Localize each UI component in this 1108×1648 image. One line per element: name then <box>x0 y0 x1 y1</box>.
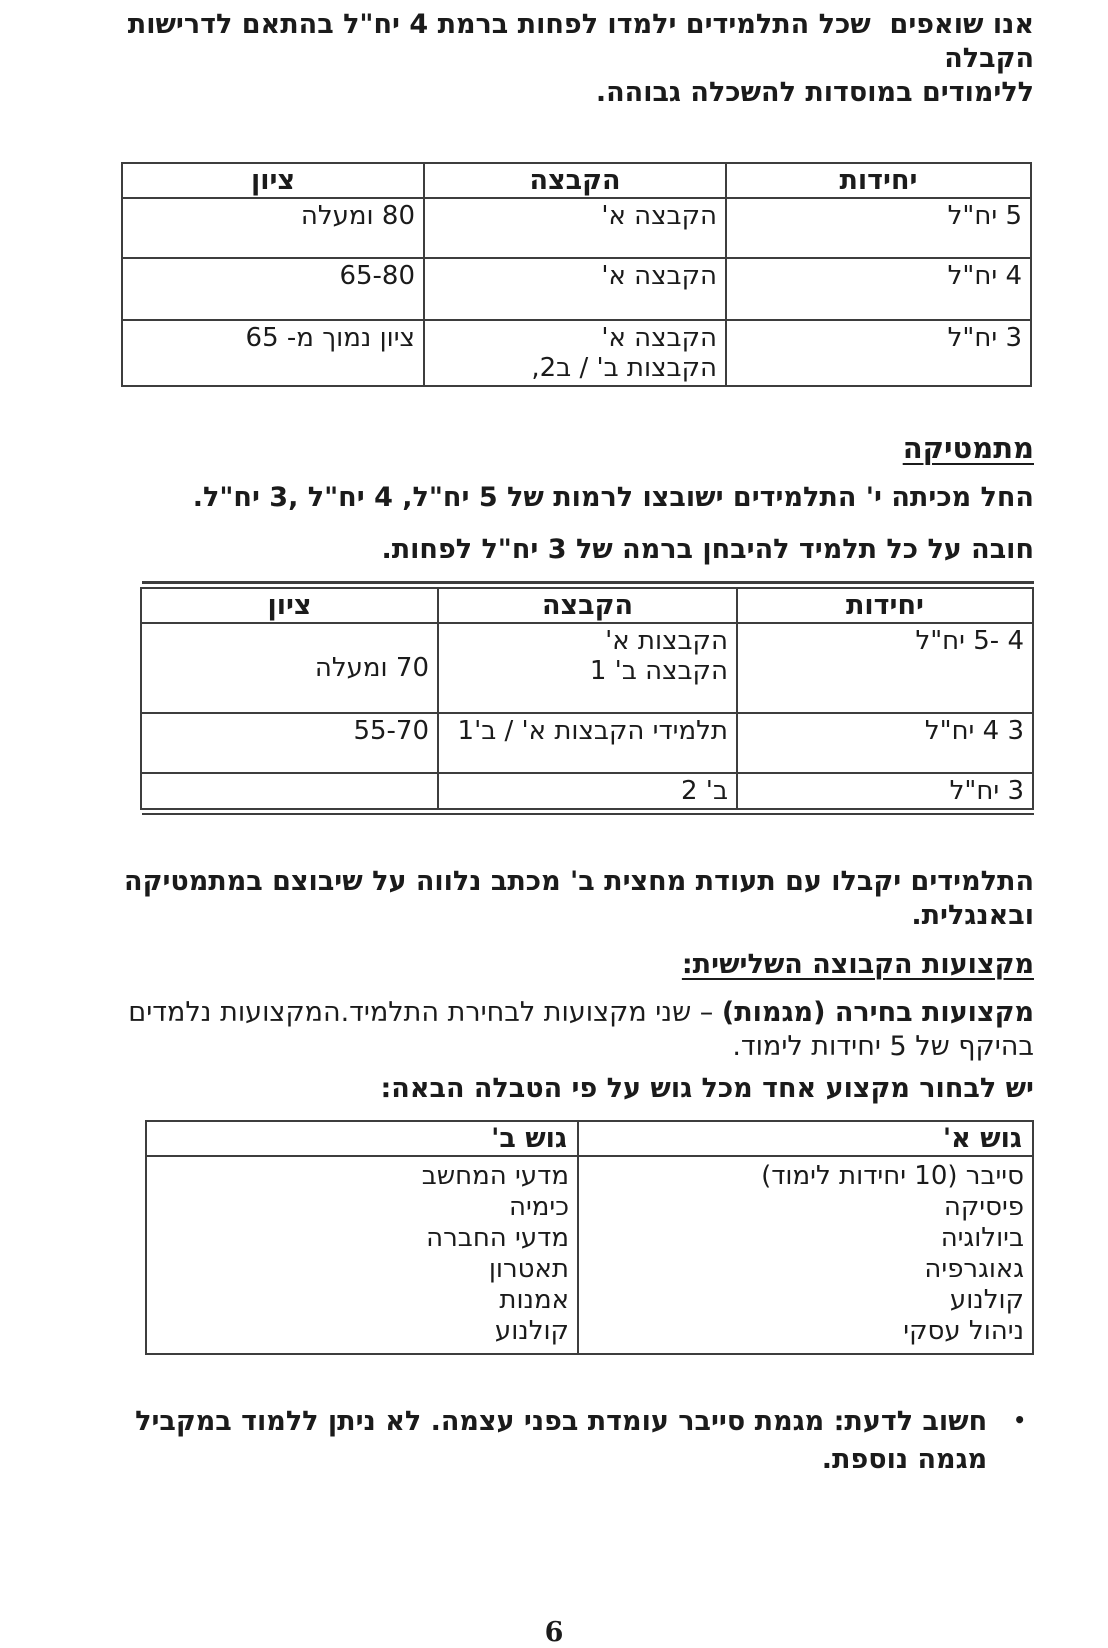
subject-item: ביולוגיה <box>940 1223 1024 1253</box>
table-row <box>141 623 1033 713</box>
table1-header-units: יחידות <box>726 163 1031 198</box>
note-line-1: חשוב לדעת: מגמת סייבר עומדת בפני עצמה. לא ניתן ללמוד במקביל <box>135 1406 988 1437</box>
group-cell <box>438 773 737 809</box>
third-group-title: מקצועות הקבוצה השלישית: <box>681 949 1034 980</box>
blocks-table <box>145 1120 1034 1355</box>
electives-line-1 <box>74 996 1034 1030</box>
table1-header-group: הקבצה <box>424 163 726 198</box>
table-row <box>141 713 1033 773</box>
page-number: 6 <box>544 1617 564 1648</box>
intro-line-1: אנו שואפים שכל התלמידים ילמדו לפחות ברמת 4 יח"ל בהתאם לדרישות הקבלה <box>118 9 1034 74</box>
group-cell <box>438 713 737 773</box>
intro-line-2: ללימודים במוסדות להשכלה גבוהה. <box>595 77 1034 108</box>
certificate-paragraph <box>74 865 1034 933</box>
group-line: הקבצות ב' / ב2, <box>531 353 717 383</box>
electives-rest: – שני מקצועות לבחירת התלמיד.המקצועות נלמדים <box>128 997 722 1028</box>
certificate-line-1: התלמידים יקבלו עם תעודת מחצית ב' מכתב נלווה על שיבוצם במתמטיקה <box>124 866 1034 897</box>
units-cell: 3 יח"ל <box>726 320 1031 386</box>
group-line: הקבצה א' <box>601 261 717 291</box>
electives-lead: מקצועות בחירה (מגמות) <box>721 997 1034 1028</box>
electives-line-2: בהיקף של 5 יחידות לימוד. <box>732 1031 1034 1062</box>
units-cell: 5 יח"ל <box>726 198 1031 258</box>
table2-header-units: יחידות <box>737 588 1033 623</box>
blocks-header-row <box>146 1121 1033 1156</box>
subject-item: תאטרון <box>488 1254 569 1284</box>
group-cell <box>424 320 726 386</box>
group-line: ב' 2 <box>681 776 728 806</box>
group-cell <box>424 258 726 320</box>
math-line-2: חובה על כל תלמיד להיבחן ברמה של 3 יח"ל לפחות. <box>381 534 1034 565</box>
group-cell <box>424 198 726 258</box>
table-row <box>122 198 1031 258</box>
group-line: הקבצה א' <box>601 201 717 231</box>
intro-paragraph <box>74 8 1034 110</box>
electives-paragraph <box>74 996 1034 1064</box>
units-cell: 3 יח"ל <box>737 773 1033 809</box>
note-text <box>135 1403 987 1479</box>
grade-cell: ציון נמוך מ- 65 <box>122 320 424 386</box>
block-b-header: גוש ב' <box>146 1121 578 1156</box>
subject-item: ניהול עסקי <box>903 1316 1024 1346</box>
levels-table-2 <box>140 587 1034 810</box>
units-cell: 3 4 יח"ל <box>737 713 1033 773</box>
table-row <box>122 258 1031 320</box>
group-line: תלמידי הקבצות א' / ב'1 <box>457 716 728 746</box>
subject-item: קולנוע <box>494 1316 569 1346</box>
subject-item: סייבר (10 יחידות לימוד) <box>761 1161 1024 1191</box>
subject-item: מדעי המחשב <box>421 1161 569 1191</box>
grade-cell <box>141 773 438 809</box>
grade-cell: 65-80 <box>122 258 424 320</box>
subject-item: מדעי החברה <box>426 1223 569 1253</box>
blocks-body-row <box>146 1156 1033 1354</box>
math-line-1: החל מכיתה י' התלמידים ישובצו לרמות של 5 יח"ל, 4 יח"ל ,3 יח"ל. <box>192 482 1034 513</box>
table-row <box>122 320 1031 386</box>
page-content <box>0 8 1108 1648</box>
document-page <box>0 8 1108 1648</box>
certificate-line-2: ובאנגלית. <box>911 900 1034 931</box>
choose-instruction: יש לבחור מקצוע אחד מכל גוש על פי הטבלה הבאה: <box>380 1073 1034 1104</box>
table2-header-group: הקבצה <box>438 588 737 623</box>
table1-header-grade: ציון <box>122 163 424 198</box>
subject-item: קולנוע <box>949 1285 1024 1315</box>
table2-header-row <box>141 588 1033 623</box>
subject-item: כימיה <box>508 1192 569 1222</box>
math-section-title: מתמטיקה <box>902 431 1034 465</box>
group-line: הקבצה א' <box>601 323 717 353</box>
group-line: הקבצה ב' 1 <box>589 656 728 686</box>
units-cell: 4 יח"ל <box>726 258 1031 320</box>
block-b-subjects <box>146 1156 578 1354</box>
units-cell: 4 -5 יח"ל <box>737 623 1033 713</box>
group-line: הקבצות א' <box>605 626 728 656</box>
table2-header-grade: ציון <box>141 588 438 623</box>
group-cell <box>438 623 737 713</box>
grade-cell: 70 ומעלה <box>141 623 438 713</box>
block-a-header: גוש א' <box>578 1121 1033 1156</box>
table-row <box>141 773 1033 809</box>
subject-item: גאוגרפיה <box>924 1254 1024 1284</box>
subject-item: פיסיקה <box>943 1192 1024 1222</box>
math-table-wrapper <box>142 581 1034 815</box>
grade-cell: 80 ומעלה <box>122 198 424 258</box>
important-note <box>74 1403 1034 1479</box>
grade-cell: 55-70 <box>141 713 438 773</box>
levels-table-1 <box>121 162 1032 387</box>
block-a-subjects <box>578 1156 1033 1354</box>
table1-header-row <box>122 163 1031 198</box>
bullet-icon: • <box>1013 1408 1026 1432</box>
subject-item: אמנות <box>499 1285 569 1315</box>
note-line-2: מגמה נוספת. <box>821 1444 988 1475</box>
